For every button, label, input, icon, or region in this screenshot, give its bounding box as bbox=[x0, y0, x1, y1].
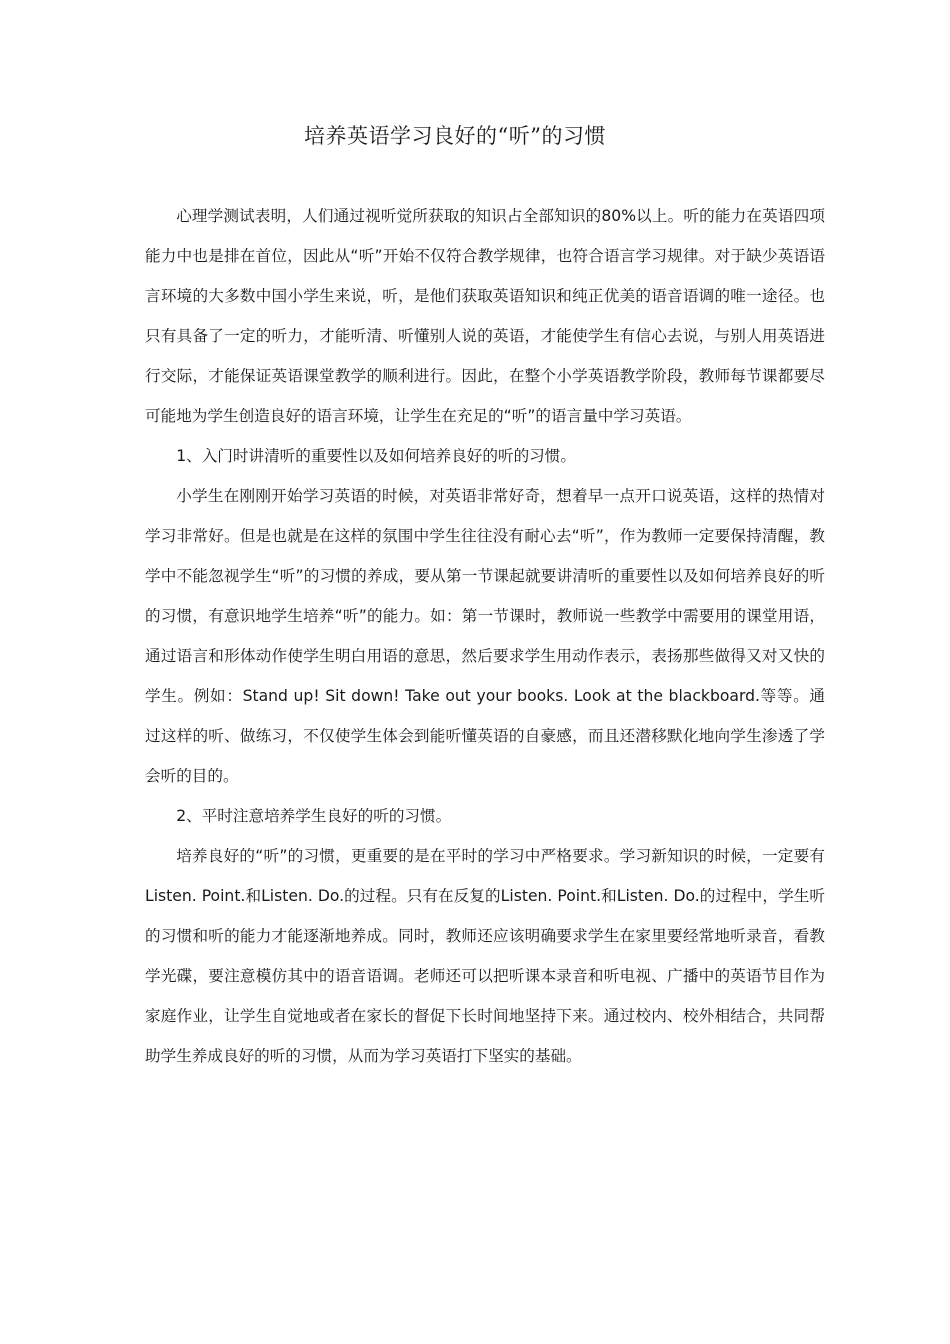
paragraph-section-1: 小学生在刚刚开始学习英语的时候，对英语非常好奇，想着早一点开口说英语，这样的热情对学习非常好。但是也就是在这样的氛围中学生往往没有耐心去“听”，作为教师一定要保持清醒，教学中不能忽视学生“听”的习惯的养成，要从第一节课起就要讲清听的重要性以及如何培养良好的听的习惯，有意识地学生培养“听”的能力。如：第一节课时，教师说一些教学中需要用的课堂用语，通过语言和形体动作使学生明白用语的意思，然后要求学生用动作表示，表扬那些做得又对又快的学生。例如：Stand up! Sit down! Take out your books. Look at the blackboard.等等。通过这样的听、做练习，不仅使学生体会到能听懂英语的自豪感，而且还潜移默化地向学生渗透了学会听的目的。 bbox=[145, 487, 825, 785]
document-title: 培养英语学习良好的“听”的习惯 bbox=[304, 124, 606, 148]
section-heading-2: 2、平时注意培养学生良好的听的习惯。 bbox=[176, 807, 452, 825]
document-body bbox=[145, 196, 825, 1076]
paragraph-section-2: 培养良好的“听”的习惯，更重要的是在平时的学习中严格要求。学习新知识的时候，一定要有Listen. Point.和Listen. Do.的过程。只有在反复的Listen. Point.和Listen. Do.的过程中，学生听的习惯和听的能力才能逐渐地养成。同时，教师还应该明确要求学生在家里要经常地听录音，看教学光碟，要注意模仿其中的语音语调。老师还可以把听课本录音和听电视、广播中的英语节目作为家庭作业，让学生自觉地或者在家长的督促下长时间地坚持下来。通过校内、校外相结合，共同帮助学生养成良好的听的习惯，从而为学习英语打下坚实的基础。 bbox=[145, 847, 825, 1065]
section-heading-1: 1、入门时讲清听的重要性以及如何培养良好的听的习惯。 bbox=[176, 447, 576, 465]
paragraph-intro: 心理学测试表明，人们通过视听觉所获取的知识占全部知识的80%以上。听的能力在英语四项能力中也是排在首位，因此从“听”开始不仅符合教学规律，也符合语言学习规律。对于缺少英语语言环境的大多数中国小学生来说，听，是他们获取英语知识和纯正优美的语音语调的唯一途径。也只有具备了一定的听力，才能听清、听懂别人说的英语，才能使学生有信心去说，与别人用英语进行交际，才能保证英语课堂教学的顺利进行。因此，在整个小学英语教学阶段，教师每节课都要尽可能地为学生创造良好的语言环境，让学生在充足的“听”的语言量中学习英语。 bbox=[145, 207, 825, 425]
